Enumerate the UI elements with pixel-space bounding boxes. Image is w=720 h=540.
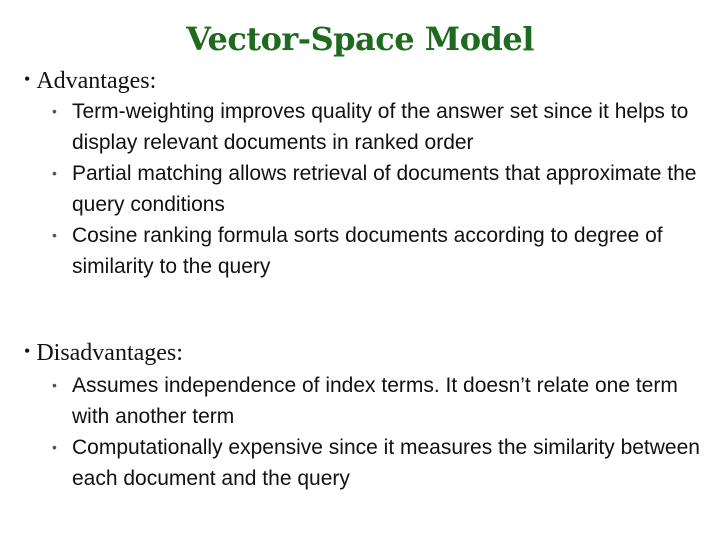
- list-item-text: Assumes independence of index terms. It doesn’t relate one term with another term: [72, 374, 678, 428]
- small-bullet-dot-icon: •: [52, 227, 57, 243]
- advantages-list: [52, 96, 702, 282]
- list-item-text: Partial matching allows retrieval of documents that approximate the query conditions: [72, 162, 697, 216]
- section-heading-label: Disadvantages:: [36, 340, 183, 366]
- list-item-text: Computationally expensive since it measures the similarity between each document and the query: [72, 436, 700, 490]
- slide-title: Vector-Space Model: [186, 20, 534, 58]
- list-item: [52, 370, 702, 432]
- advantages-heading: [24, 64, 156, 96]
- list-item-text: Cosine ranking formula sorts documents according to degree of similarity to the query: [72, 224, 663, 278]
- disadvantages-list: [52, 370, 702, 494]
- bullet-dot-icon: •: [24, 69, 31, 89]
- section-heading-label: Advantages:: [36, 68, 157, 94]
- list-item: [52, 158, 702, 220]
- list-item: [52, 432, 702, 494]
- disadvantages-heading: [24, 336, 183, 368]
- small-bullet-dot-icon: •: [52, 165, 57, 181]
- bullet-dot-icon: •: [24, 341, 31, 361]
- small-bullet-dot-icon: •: [52, 103, 57, 119]
- small-bullet-dot-icon: •: [52, 377, 57, 393]
- list-item: [52, 96, 702, 158]
- list-item: [52, 220, 702, 282]
- list-item-text: Term-weighting improves quality of the answer set since it helps to display relevant documents in ranked order: [72, 100, 689, 154]
- small-bullet-dot-icon: •: [52, 439, 57, 455]
